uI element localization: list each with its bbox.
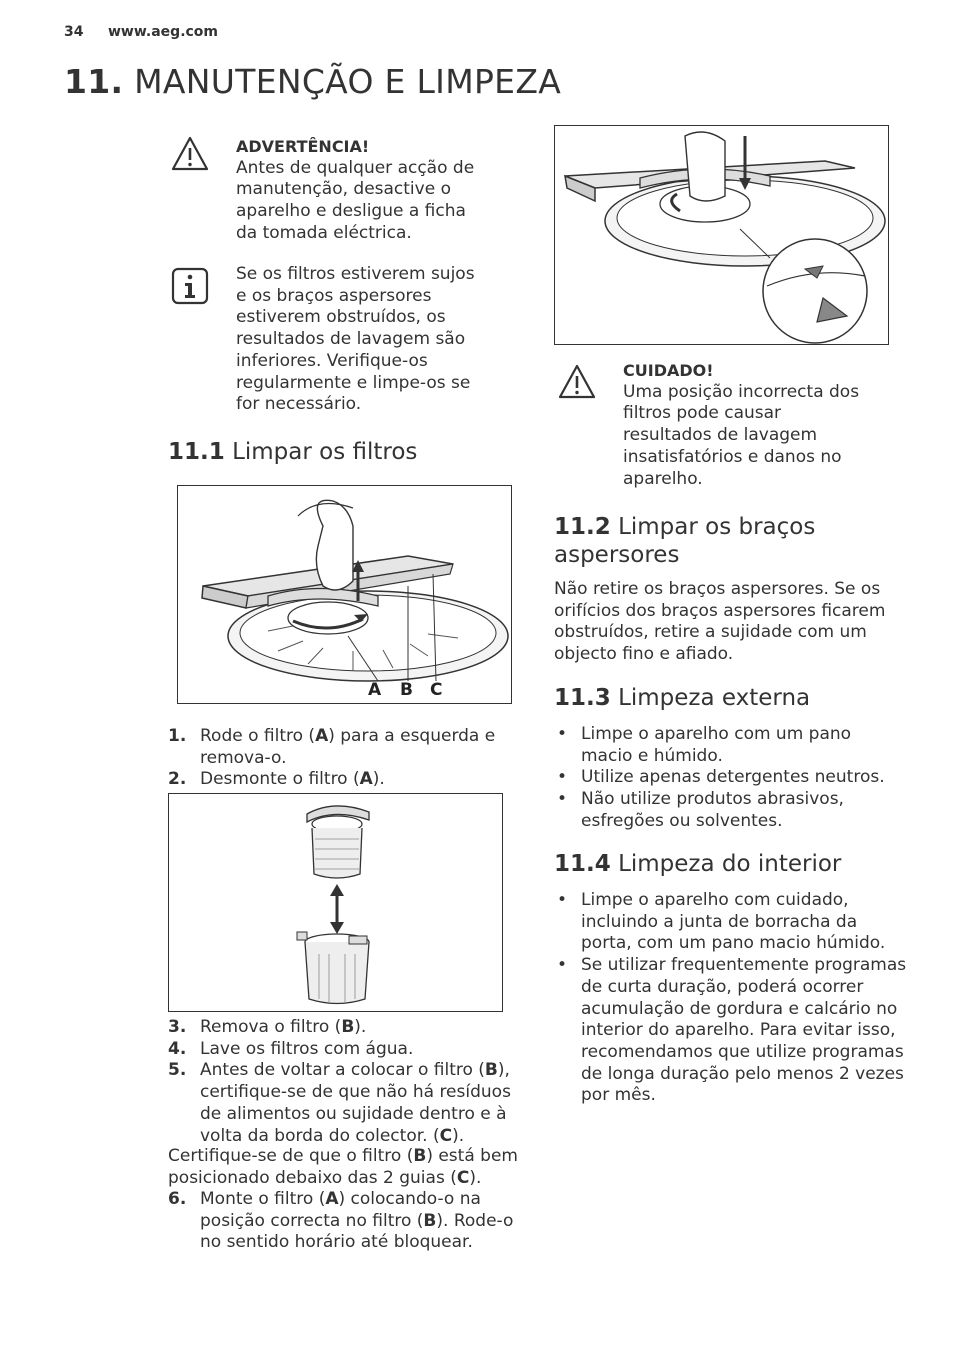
bullet-item <box>555 955 915 1107</box>
section-11-2-title-line-1: Limpar os braços <box>618 514 816 540</box>
steps-list-b <box>168 1017 518 1147</box>
text-line: aparelho. <box>623 468 703 489</box>
text-line <box>200 1189 518 1211</box>
warning-triangle-icon <box>170 134 210 174</box>
section-11-2-text <box>554 579 904 666</box>
text-line: Uma posição incorrecta dos <box>623 381 860 402</box>
step-item <box>168 769 513 791</box>
text-segment: Lave os filtros com água. <box>200 1038 414 1059</box>
filter-disassembly-illustration <box>169 794 502 1011</box>
figure-label-a: A <box>368 680 382 700</box>
section-11-3-number: 11.3 <box>554 685 611 711</box>
text-segment: Monte o filtro ( <box>200 1189 326 1209</box>
bullet-icon: • <box>557 890 568 910</box>
text-line: for necessário. <box>236 394 362 415</box>
section-11-4-number: 11.4 <box>554 851 611 877</box>
bullet-icon: • <box>557 955 568 976</box>
section-11-1-heading <box>168 438 417 466</box>
text-line <box>200 769 513 791</box>
bullet-icon: • <box>557 724 568 744</box>
filter-position-note <box>168 1146 528 1189</box>
text-segment: ) colocando-o na <box>338 1189 481 1209</box>
text-segment: ). <box>354 1017 367 1037</box>
text-line: de longa duração pelo menos 2 vezes <box>581 1063 904 1084</box>
section-11-2-number: 11.2 <box>554 514 611 540</box>
text-line <box>200 1104 518 1126</box>
text-line <box>200 1232 518 1254</box>
section-11-3-bullets <box>555 724 905 833</box>
text-segment: certifique-se de que não há resíduos <box>200 1082 511 1103</box>
text-segment: Rode o filtro ( <box>200 726 316 746</box>
text-segment: Remova o filtro ( <box>200 1017 342 1037</box>
section-11-4-title: Limpeza do interior <box>618 851 842 877</box>
part-reference: C <box>456 1167 470 1188</box>
text-line: objecto fino e afiado. <box>554 644 734 665</box>
section-11-4-heading <box>554 850 841 878</box>
caution-triangle-icon <box>557 362 597 402</box>
text-segment: no sentido horário até bloquear. <box>200 1232 473 1253</box>
text-segment: volta da borda do colector. ( <box>200 1125 440 1146</box>
step-number: 4. <box>168 1038 187 1059</box>
bullet-icon: • <box>557 767 568 788</box>
text-line <box>200 1211 518 1233</box>
text-line: aparelho e desligue a ficha <box>236 201 466 222</box>
text-line: da tomada eléctrica. <box>236 222 412 243</box>
step-item <box>168 1060 518 1147</box>
text-line <box>168 1146 528 1168</box>
section-11-2-title-line-2: aspersores <box>554 542 680 568</box>
step-item <box>168 1017 518 1039</box>
text-line: regularmente e limpe-os se <box>236 372 471 393</box>
text-line: porta, com um pano macio húmido. <box>581 933 886 954</box>
figure-label-c: C <box>430 680 443 700</box>
text-segment: Certifique-se de que o filtro ( <box>168 1146 414 1166</box>
section-11-3-heading <box>554 684 810 712</box>
text-segment: ), <box>497 1060 510 1081</box>
text-line <box>200 1017 518 1039</box>
part-reference: A <box>359 769 373 790</box>
part-reference: A <box>315 726 329 746</box>
text-line: macio e húmido. <box>581 745 723 766</box>
text-segment: ). <box>469 1167 482 1188</box>
text-segment: ). <box>452 1125 465 1146</box>
text-line: inferiores. Verifique-os <box>236 350 428 371</box>
text-line <box>200 726 513 748</box>
text-line: resultados de lavagem são <box>236 329 466 350</box>
bullet-item <box>555 767 905 789</box>
text-segment: ) para a esquerda e <box>328 726 496 746</box>
steps-list-c <box>168 1189 518 1254</box>
figure-filter-disassembly <box>168 793 503 1012</box>
text-line: Utilize apenas detergentes neutros. <box>581 767 885 788</box>
text-line: resultados de lavagem <box>623 425 818 446</box>
title-text: MANUTENÇÃO E LIMPEZA <box>134 62 562 101</box>
text-line: recomendamos que utilize programas <box>581 1041 904 1062</box>
text-line: e os braços aspersores <box>236 285 432 306</box>
warning-title: ADVERTÊNCIA! <box>236 137 370 156</box>
text-segment: ) está bem <box>426 1146 518 1166</box>
text-line: Não utilize produtos abrasivos, <box>581 789 844 810</box>
caution-block <box>623 360 893 490</box>
info-icon <box>170 266 210 306</box>
page-title <box>64 62 561 101</box>
page-number: 34 <box>64 24 84 40</box>
warning-block <box>236 136 496 245</box>
part-reference: B <box>413 1146 427 1166</box>
text-line: filtros pode causar <box>623 403 782 424</box>
bullet-icon: • <box>557 789 568 810</box>
warning-text <box>236 158 496 245</box>
text-segment: ). Rode-o <box>436 1210 514 1231</box>
text-line: orifícios dos braços aspersores ficarem <box>554 600 886 621</box>
bullet-item <box>555 890 915 955</box>
text-line: Se os filtros estiverem sujos <box>236 264 475 284</box>
step-item <box>168 1039 518 1061</box>
part-reference: A <box>325 1189 339 1209</box>
text-line: interior do aparelho. Para evitar isso, <box>581 1020 896 1041</box>
text-line <box>200 748 513 770</box>
text-line <box>200 1082 518 1104</box>
section-11-4-bullets <box>555 890 915 1107</box>
text-line: incluindo a junta de borracha da <box>581 911 858 932</box>
step-number: 6. <box>168 1189 187 1209</box>
text-line: obstruídos, retire a sujidade com um <box>554 622 867 643</box>
text-line <box>168 1168 528 1190</box>
text-segment: Antes de voltar a colocar o filtro ( <box>200 1060 485 1081</box>
header-url: www.aeg.com <box>108 24 219 40</box>
step-item <box>168 726 513 769</box>
figure-label-b: B <box>400 680 413 700</box>
text-segment: de alimentos ou sujidade dentro e à <box>200 1103 507 1124</box>
filter-removal-illustration <box>178 486 511 703</box>
text-line: manutenção, desactive o <box>236 179 451 200</box>
bullet-item <box>555 789 905 832</box>
text-line: Limpe o aparelho com cuidado, <box>581 890 849 910</box>
text-line: Não retire os braços aspersores. Se os <box>554 579 881 599</box>
steps-list-a <box>168 726 513 791</box>
text-line: Limpe o aparelho com um pano <box>581 724 852 744</box>
bullet-item <box>555 724 905 767</box>
text-line: esfregões ou solventes. <box>581 810 783 831</box>
text-line: insatisfatórios e danos no <box>623 446 842 467</box>
text-segment: Desmonte o filtro ( <box>200 769 360 790</box>
caution-title: CUIDADO! <box>623 361 714 380</box>
text-line: Antes de qualquer acção de <box>236 157 475 178</box>
text-line <box>200 1060 518 1082</box>
text-segment: posicionado debaixo das 2 guias ( <box>168 1167 457 1188</box>
text-line: acumulação de gordura e calcário no <box>581 998 898 1019</box>
text-line <box>200 1126 518 1148</box>
text-segment: remova-o. <box>200 747 287 768</box>
figure-filter-removal <box>177 485 512 704</box>
part-reference: B <box>484 1060 498 1081</box>
text-segment: posição correcta no filtro ( <box>200 1210 424 1231</box>
section-11-2-heading <box>554 513 884 569</box>
step-number: 3. <box>168 1017 187 1037</box>
step-item <box>168 1189 518 1254</box>
text-segment: ). <box>372 769 385 790</box>
step-number: 5. <box>168 1060 187 1081</box>
info-text <box>236 264 506 416</box>
section-11-1-title: Limpar os filtros <box>232 439 418 465</box>
part-reference: C <box>439 1125 453 1146</box>
caution-text <box>623 382 893 491</box>
text-line: de curta duração, poderá ocorrer <box>581 976 864 997</box>
figure-filter-position <box>554 125 889 345</box>
text-line: estiverem obstruídos, os <box>236 307 446 328</box>
filter-position-illustration <box>555 126 888 344</box>
title-number: 11. <box>64 62 124 101</box>
section-11-3-title: Limpeza externa <box>618 685 811 711</box>
part-reference: B <box>423 1210 437 1231</box>
part-reference: B <box>341 1017 355 1037</box>
step-number: 1. <box>168 726 187 746</box>
step-number: 2. <box>168 769 187 790</box>
text-line <box>200 1039 518 1061</box>
text-line: Se utilizar frequentemente programas <box>581 955 907 976</box>
text-line: por mês. <box>581 1085 656 1106</box>
section-11-1-number: 11.1 <box>168 439 225 465</box>
